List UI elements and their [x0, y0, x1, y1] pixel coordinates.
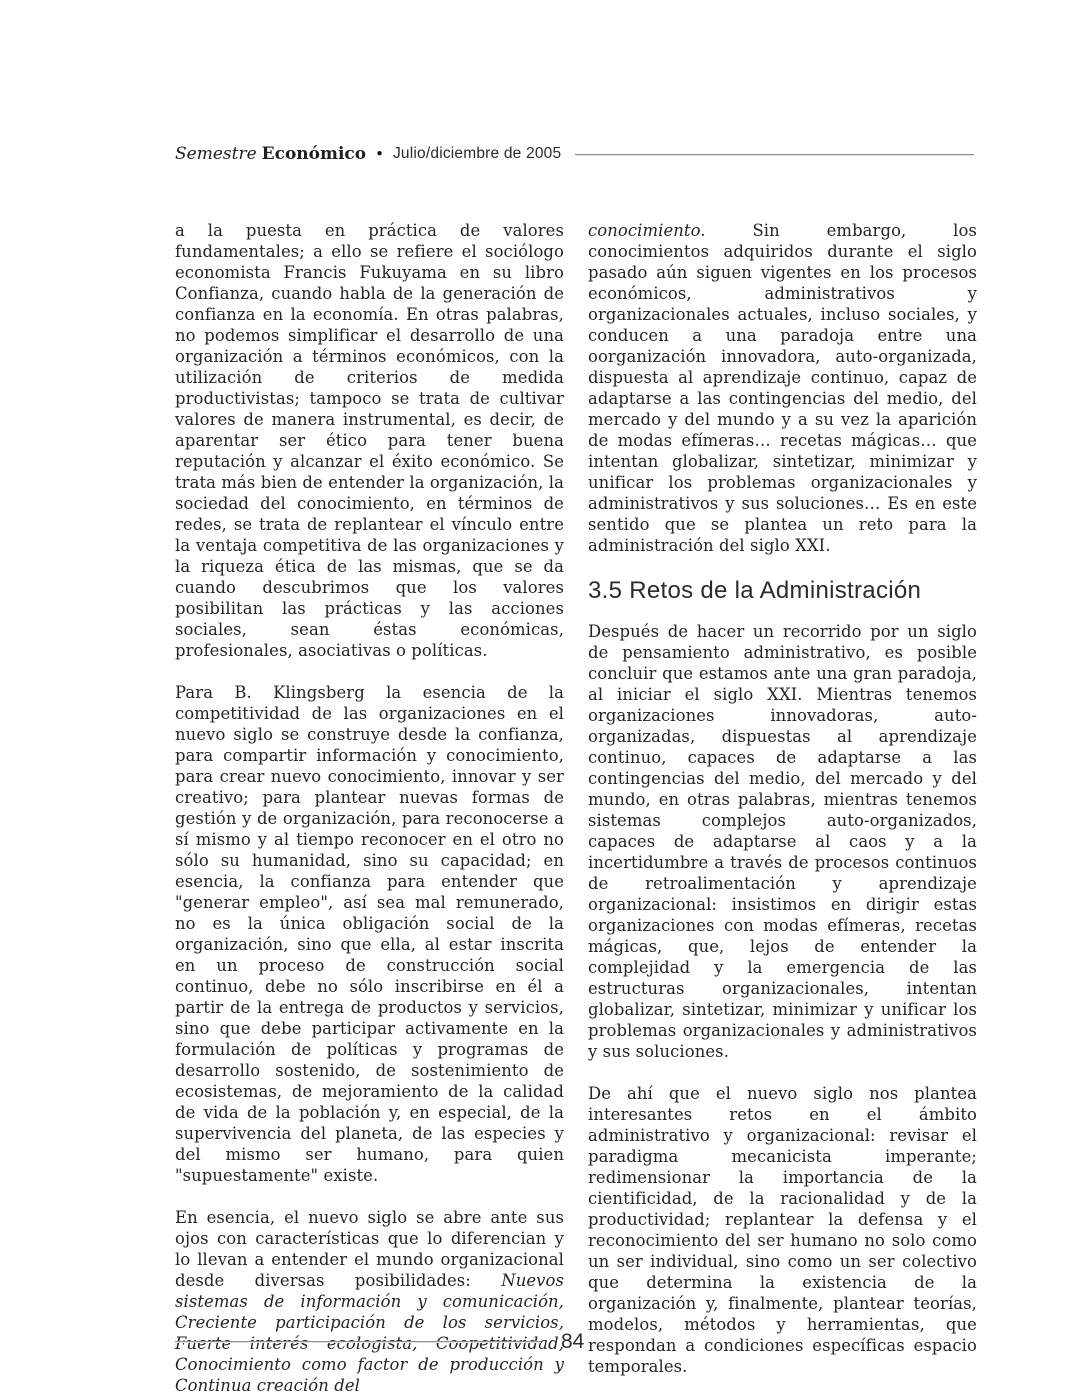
- journal-title: [175, 144, 366, 164]
- paragraph-new-century: [175, 1207, 564, 1396]
- paragraph-new-century-list: Nuevos sistemas de información y comunicación, Creciente participación de los servicios, Fuerte interés ecologista, Coopetitividad, Conocimiento como factor de producción y Continua creación del: [175, 1271, 564, 1395]
- left-column: [175, 220, 564, 1396]
- header-issue-date: Julio/diciembre de 2005: [392, 145, 562, 162]
- page-number: 84: [561, 1330, 585, 1353]
- paragraph-knowledge-lead: conocimiento.: [588, 221, 706, 240]
- header-bullet: •: [375, 145, 384, 163]
- paragraph-new-century-text: En esencia, el nuevo siglo se abre ante sus ojos con características que lo diferencian y lo llevan a entender el mundo organizacional desde diversas posibilidades:: [175, 1208, 564, 1290]
- article-body: [175, 220, 977, 1396]
- journal-title-semestre: Semestre: [175, 144, 257, 164]
- page-header: [175, 144, 974, 164]
- header-rule: [575, 154, 974, 156]
- paragraph-challenges: De ahí que el nuevo siglo nos plantea interesantes retos en el ámbito administrativo y organizacional: revisar el paradigma mecanicista imperante; redimensionar la importancia de la cientificidad, de la racionalidad y de la productividad; replantear la defensa y el reconocimiento del ser humano no solo como un ser individual, sino como un ser colectivo que determina la existencia de la organización y, finalmente, plantear teorías, modelos, métodos y herramientas, que respondan a condiciones específicas espacio temporales.: [588, 1084, 977, 1376]
- paragraph-paradox: Después de hacer un recorrido por un siglo de pensamiento administrativo, es posible concluir que estamos ante una gran paradoja, al iniciar el siglo XXI. Mientras tenemos organizaciones innovadoras, auto-organizadas, dispuestas al aprendizaje continuo, capaces de adaptarse a las contingencias del medio, del mercado y del mundo, en otras palabras, mientras tenemos sistemas complejos auto-organizados, capaces de adaptarse al caos y a la incertidumbre a través de procesos continuos de retroalimentación y aprendizaje organizacional: insistimos en dirigir estas organizaciones con modas efímeras, recetas mágicas, que, lejos de entender la complejidad y la emergencia de las estructuras organizacionales, intentan globalizar, sintetizar, minimizar y unificar los problemas organizacionales y administrativos y sus soluciones.: [588, 622, 977, 1061]
- page-footer: [175, 1330, 635, 1354]
- paragraph-knowledge-text: Sin embargo, los conocimientos adquiridos durante el siglo pasado aún siguen vigentes en los procesos económicos, administrativos y organizacionales actuales, incluso sociales, y conducen a una paradoja entre una oorganización innovadora, auto-organizada, dispuesta al aprendizaje continuo, capaz de adaptarse a las contingencias del medio, del mercado y del mundo y a su vez la aparición de modas efímeras… recetas mágicas… que intentan globalizar, sintetizar, minimizar y unificar los problemas organizacionales y administrativos y sus soluciones… Es en este sentido que se plantea un reto para la administración del siglo XXI.: [588, 221, 978, 555]
- right-column: [588, 220, 977, 1396]
- paragraph-klingsberg: Para B. Klingsberg la esencia de la competitividad de las organizaciones en el nuevo siglo se construye desde la confianza, para compartir información y conocimiento, para crear nuevo conocimiento, innovar y ser creativo; para plantear nuevas formas de gestión y de organización, para reconocerse a sí mismo y al tiempo reconocer en el otro no sólo su humanidad, sino su capacidad; en esencia, la confianza para entender que "generar empleo", así sea mal remunerado, no es la única obligación social de la organización, sino que ella, al estar inscrita en un proceso de construcción social continuo, debe no sólo inscribirse en él a partir de la entrega de productos y servicios, sino que debe participar activamente en la formulación de políticas y programas de desarrollo sostenido, de sostenimiento de ecosistemas, de mejoramiento de la calidad de vida de la población y, en especial, de la supervivencia del planeta, de las especies y del mismo ser humano, para quien "supuestamente" existe.: [175, 683, 564, 1185]
- journal-title-economico: Económico: [261, 144, 367, 164]
- paragraph-values: a la puesta en práctica de valores fundamentales; a ello se refiere el sociólogo economista Francis Fukuyama en su libro Confianza, cuando habla de la generación de confianza en la economía. En otras palabras, no podemos simplificar el desarrollo de una organización a términos económicos, con la utilización de criterios de medida productivistas; tampoco se trata de cultivar valores de manera instrumental, es decir, de aparentar ser ético para tener buena reputación y alcanzar el éxito económico. Se trata más bien de entender la organización, la sociedad del conocimiento, en términos de redes, se trata de replantear el vínculo entre la ventaja competitiva de las organizaciones y la riqueza ética de las mismas, que se da cuando descubrimos que los valores posibilitan las prácticas y las acciones sociales, sean éstas económicas, profesionales, asociativas o políticas.: [175, 221, 564, 660]
- section-heading: 3.5 Retos de la Administración: [588, 577, 922, 604]
- paragraph-knowledge: [588, 220, 977, 556]
- footer-rule: [175, 1341, 541, 1343]
